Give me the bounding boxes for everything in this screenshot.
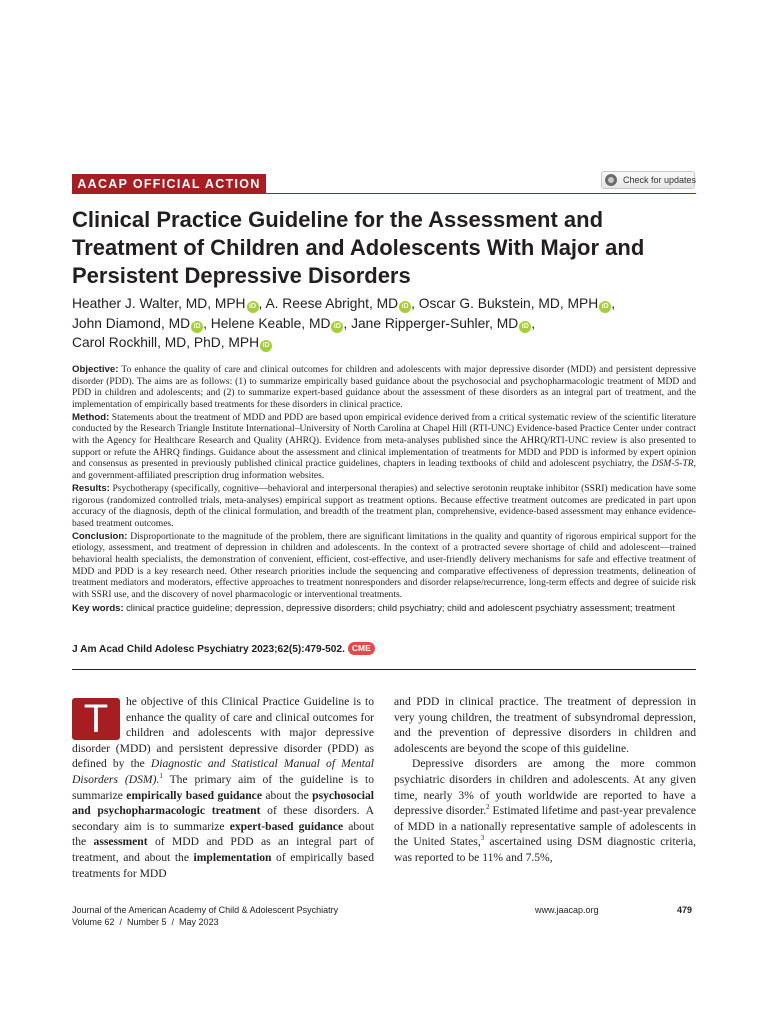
author-name: Oscar G. Bukstein, MD, MPH xyxy=(418,296,599,311)
journal-name: Journal of the American Academy of Child & Adolescent Psychiatry xyxy=(72,905,339,915)
text-run: Diagnostic and Statistical Manual of Mental Disorders (DSM). xyxy=(72,757,374,786)
author-name: John Diamond, MD xyxy=(72,315,191,331)
text-run: Estimated lifetime and past-year prevalence of MDD in a nationally representative sample of adolescents in the United States, xyxy=(394,804,696,849)
author-name: Carol Rockhill, MD, PhD, MPH xyxy=(72,335,260,350)
cme-badge[interactable]: CME xyxy=(348,642,375,655)
text-run: assessment xyxy=(93,835,148,849)
check-for-updates-label: Check for updates xyxy=(623,175,697,185)
page-number: 479 xyxy=(677,905,693,915)
body-column-right xyxy=(394,694,696,866)
header-rule xyxy=(72,193,696,194)
method-dsm-term: DSM-5-TR xyxy=(651,458,694,470)
author-name: Helene Keable, MD xyxy=(210,315,331,331)
body-paragraph xyxy=(394,756,696,865)
results-text: Psychotherapy (specifically, cognitive—behavioral and interpersonal therapies) and selective serotonin reuptake inhibitor (SSRI) medication have some rigorous (randomized controlled trials, meta-analyses) empirical support as treatment options. Because effective treatment outcomes are predicated in part upon accuracy of the diagnosis, depth of the clinical formulation, and breadth of the treatment plan, comprehensive, evidence-based assessment may enhance evidence-based treatment outcomes. xyxy=(72,482,696,529)
orcid-icon[interactable]: iD xyxy=(331,321,343,333)
abstract-results xyxy=(72,483,696,529)
update-badge-icon xyxy=(605,174,617,186)
text-run: of MDD and PDD as an integral part of treatment, and about the xyxy=(72,835,374,864)
author-name: Jane Ripperger-Suhler, MD xyxy=(351,315,519,331)
method-text-end: , and government-affiliated prescription drug information websites. xyxy=(72,458,696,481)
text-run: of these disorders. A secondary aim is to summarize xyxy=(72,804,374,833)
text-run: psychosocial and psychopharmacologic treatment xyxy=(72,788,374,818)
abstract xyxy=(72,364,696,616)
objective-text: To enhance the quality of care and clinical outcomes for children and adolescents with major depressive disorder (MDD) and persistent depressive disorder (PDD). The aims are as follows: (1) to summarize empirically based guidance about the psychosocial and psychopharmacologic treatment of MDD and PDD in children and adolescents; and (2) to summarize expert-based guidance about the assessment of these disorders as an integral part of treatment, and the implementation of empirically based treatments for these disorders in clinical practice. xyxy=(72,364,696,410)
conclusion-label: Conclusion: xyxy=(72,530,128,542)
keywords-text: clinical practice guideline; depression, depressive disorders; child psychiatry; child and adolescent psychiatry assessment; treatment xyxy=(126,601,675,613)
results-label: Results: xyxy=(72,482,110,494)
abstract-objective xyxy=(72,364,696,410)
journal-url-link[interactable]: www.jaacap.org xyxy=(535,905,599,915)
orcid-icon[interactable]: iD xyxy=(599,301,611,313)
text-run: empirically based guidance xyxy=(126,788,262,802)
citation-text: J Am Acad Child Adolesc Psychiatry 2023;62(5):479-502. xyxy=(72,644,345,655)
conclusion-text: Disproportionate to the magnitude of the problem, there are significant limitations in the quality and quantity of rigorous empirical support for the etiology, assessment, and treatment of depression in children and adolescents. In the context of a protracted severe shortage of child and adolescent—trained behavioral health specialists, the demonstration of convenient, efficient, cost-effective, and user-friendly delivery mechanisms for safe and effective treatment of MDD and PDD is a key research need. Other research priorities include the sequencing and comparative effectiveness of depression treatments, delineation of treatment mediators and moderators, effective approaches to treatment nonresponders and disorder relapse/recurrence, long-term effects and degree of suicide risk with SSRI use, and the discovery of novel pharmacologic or interventional treatments. xyxy=(72,530,697,600)
keywords-label: Key words: xyxy=(72,602,124,614)
article-title: Clinical Practice Guideline for the Assessment and Treatment of Children and Adolescents With Major and Persistent Depressive Disorders xyxy=(72,207,645,288)
text-run: implementation xyxy=(193,850,272,864)
section-banner: AACAP OFFICIAL ACTION xyxy=(72,174,266,194)
text-run: Depressive disorders are among the more common psychiatric disorders in children and adolescents. At any given time, nearly 3% of youth worldwide are reported to have a depressive disorder. xyxy=(394,757,696,818)
orcid-icon[interactable]: iD xyxy=(247,301,259,313)
body-column-left xyxy=(72,694,374,881)
body-paragraph xyxy=(394,694,696,756)
drop-cap: T xyxy=(72,698,120,740)
author-name: A. Reese Abright, MD xyxy=(265,296,399,311)
author-name: Heather J. Walter, MD, MPH xyxy=(72,296,246,311)
text-run: about the xyxy=(261,788,313,802)
text-run[interactable]: 1 xyxy=(159,772,163,781)
abstract-method xyxy=(72,412,696,482)
journal-footer xyxy=(72,905,338,928)
orcid-icon[interactable]: iD xyxy=(191,321,203,333)
citation xyxy=(72,642,375,657)
text-run: of empirically based treatments for MDD xyxy=(72,850,374,880)
text-run: ascertained using DSM diagnostic criteria, was reported to be 11% and 7.5%, xyxy=(394,835,696,864)
text-run: The primary aim of the guideline is to summarize xyxy=(72,772,374,802)
text-run[interactable]: 2 xyxy=(486,803,490,812)
text-run: and PDD in clinical practice. The treatment of depression in very young children, the treatment of subsyndromal depression, and the prevention of depressive disorders in children and adolescents are beyond the scope of this guideline. xyxy=(394,695,696,755)
text-run: he objective of this Clinical Practice Guideline is to enhance the quality of care and clinical outcomes for children and adolescents with major depressive disorder (MDD) and persistent depressive disorder (PDD) as defined by the xyxy=(72,695,374,771)
text-run[interactable]: 3 xyxy=(480,834,485,843)
abstract-keywords xyxy=(72,602,696,615)
check-for-updates-button[interactable] xyxy=(601,171,695,189)
orcid-icon[interactable]: iD xyxy=(260,340,272,352)
abstract-divider xyxy=(72,669,696,670)
author-list: Heather J. Walter, MD, MPH iD , A. Reese Abright, MD iD , Oscar G. Bukstein, MD, MPH iD , John Diamond, MD iD , Helene Keable, MD iD , Jane Ripperger-Suhler, MD iD , Carol Rockhill, MD, PhD, MPH iD xyxy=(72,296,616,350)
text-run: expert-based guidance xyxy=(229,819,344,833)
objective-label: Objective: xyxy=(72,364,119,375)
method-label: Method: xyxy=(72,411,110,423)
journal-volume: Volume 62 / Number 5 / May 2023 xyxy=(72,916,219,927)
abstract-conclusion xyxy=(72,531,696,601)
orcid-icon[interactable]: iD xyxy=(399,301,411,313)
text-run: about the xyxy=(72,819,374,849)
orcid-icon[interactable]: iD xyxy=(519,321,531,333)
method-text: Statements about the treatment of MDD and PDD are based upon empirical evidence derived from a critical systematic review of the scientific literature conducted by the Research Triangle Institute International–University of North Carolina at Chapel Hill (RTI-UNC) Evidence-based Practice Center under contract with the Agency for Healthcare Research and Quality (AHRQ). Evidence from meta-analyses published since the AHRQ/RTI-UNC review is also presented to support or refute the AHRQ findings. Guidance about the assessment and clinical implementation of treatments for MDD and PDD is informed by expert opinion and consensus as presented in previously published clinical practice guidelines, chapters in leading textbooks of child and adolescent psychiatry, the xyxy=(72,411,696,470)
